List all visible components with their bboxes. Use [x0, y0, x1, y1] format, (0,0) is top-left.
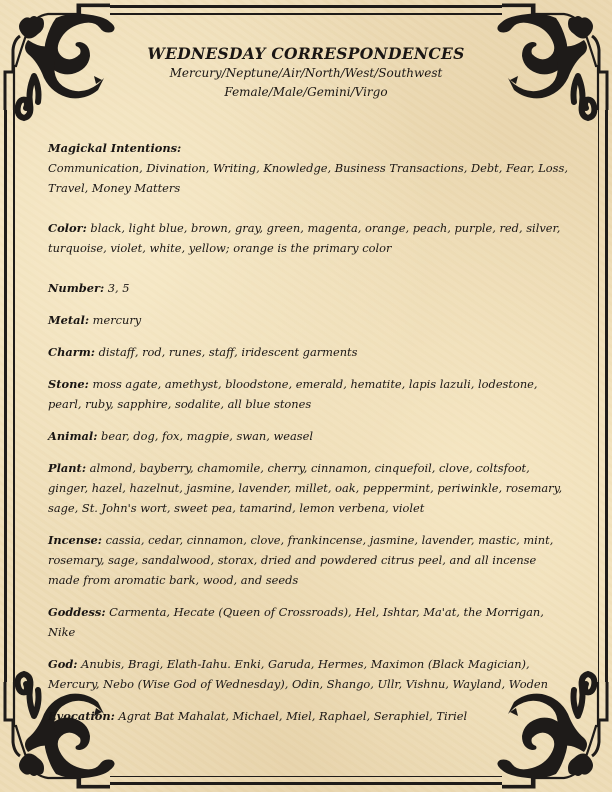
entry-charm	[48, 342, 568, 362]
entry-label: Evocation:	[48, 709, 115, 723]
entry-evocation	[48, 706, 568, 726]
entry-goddess	[48, 602, 568, 642]
entry-label: Color:	[48, 221, 87, 235]
entry-label: Stone:	[48, 377, 89, 391]
entry-value: cassia, cedar, cinnamon, clove, frankincense, jasmine, lavender, mastic, mint, rosemary, sage, sandalwood, storax, dried and powdered citrus peel, and all incense made from aromatic bark, wood, and seeds	[48, 533, 554, 587]
page-title: WEDNESDAY CORRESPONDENCES	[147, 44, 465, 63]
border-bottom-outer	[110, 782, 502, 785]
entry-label: Magickal Intentions:	[48, 141, 182, 155]
entry-value: bear, dog, fox, magpie, swan, weasel	[101, 429, 314, 443]
border-top-outer	[110, 5, 502, 8]
entry-animal	[48, 426, 568, 446]
entry-value: Anubis, Bragi, Elath-Iahu. Enki, Garuda, Hermes, Maximon (Black Magician), Mercury, Nebo (Wise God of Wednesday), Odin, Shango, Ullr, Vishnu, Wayland, Woden	[48, 657, 548, 691]
border-bottom-inner	[110, 776, 502, 778]
border-left-inner	[13, 110, 15, 682]
border-left-outer	[4, 110, 7, 682]
border-right-outer	[605, 110, 608, 682]
subtitle-gender-signs: Female/Male/Gemini/Virgo	[224, 85, 388, 99]
correspondence-list	[48, 138, 568, 726]
entry-plant	[48, 458, 568, 518]
entry-value: 3, 5	[107, 281, 130, 295]
entry-god	[48, 654, 568, 694]
border-right-inner	[598, 110, 600, 682]
entry-number	[48, 278, 568, 298]
entry-stone	[48, 374, 568, 414]
entry-color	[48, 218, 568, 258]
entry-value: almond, bayberry, chamomile, cherry, cinnamon, cinquefoil, clove, coltsfoot, ginger, hazel, hazelnut, jasmine, lavender, millet, oak, peppermint, periwinkle, rosemary, sage, St. John's wort, sweet pea, tamarind, lemon verbena, violet	[48, 461, 563, 515]
entry-incense	[48, 530, 568, 590]
entry-label: Charm:	[48, 345, 95, 359]
entry-value: Agrat Bat Mahalat, Michael, Miel, Raphael, Seraphiel, Tiriel	[118, 709, 468, 723]
border-top-inner	[110, 13, 502, 15]
subtitle-planets-directions: Mercury/Neptune/Air/North/West/Southwest	[169, 66, 443, 80]
entry-label: Number:	[48, 281, 105, 295]
entry-value: Communication, Divination, Writing, Knowledge, Business Transactions, Debt, Fear, Loss, Travel, Money Matters	[48, 161, 568, 195]
entry-label: Incense:	[48, 533, 102, 547]
entry-metal	[48, 310, 568, 330]
entry-label: Plant:	[48, 461, 87, 475]
entry-value: moss agate, amethyst, bloodstone, emerald, hematite, lapis lazuli, lodestone, pearl, ruby, sapphire, sodalite, all blue stones	[48, 377, 538, 411]
entry-value: distaff, rod, runes, staff, iridescent garments	[98, 345, 358, 359]
entry-value: black, light blue, brown, gray, green, magenta, orange, peach, purple, red, silver, turquoise, violet, white, yellow; orange is the primary color	[48, 221, 561, 255]
entry-value: mercury	[92, 313, 142, 327]
entry-value: Carmenta, Hecate (Queen of Crossroads), Hel, Ishtar, Ma'at, the Morrigan, Nike	[48, 605, 544, 639]
entry-label: God:	[48, 657, 78, 671]
entry-magickal-intentions	[48, 138, 568, 198]
entry-label: Metal:	[48, 313, 90, 327]
entry-label: Goddess:	[48, 605, 106, 619]
entry-label: Animal:	[48, 429, 98, 443]
page-header	[0, 44, 612, 102]
